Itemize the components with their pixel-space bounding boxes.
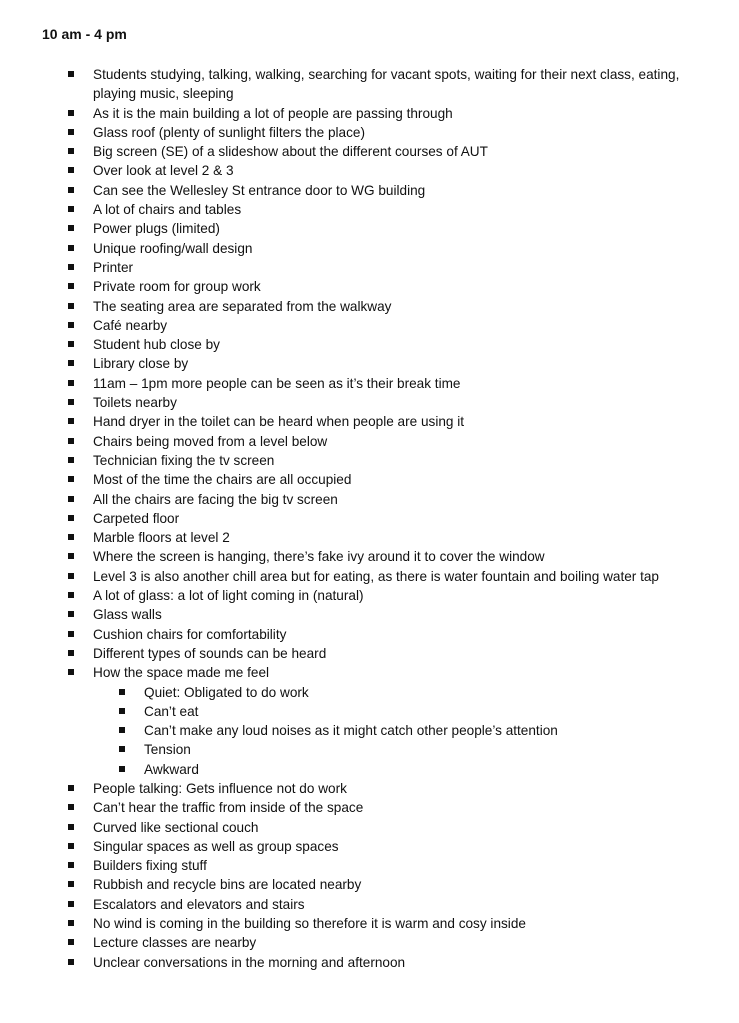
feelings-sublist xyxy=(93,683,690,779)
list-item: Library close by xyxy=(0,354,690,373)
feelings-label: How the space made me feel xyxy=(93,665,270,681)
list-item: Big screen (SE) of a slideshow about the different courses of AUT xyxy=(0,142,690,161)
list-item: A lot of glass: a lot of light coming in (natural) xyxy=(0,586,690,605)
list-item: Singular spaces as well as group spaces xyxy=(0,837,690,856)
list-item: 11am – 1pm more people can be seen as it’s their break time xyxy=(0,374,690,393)
list-item: Printer xyxy=(0,258,690,277)
list-item: Rubbish and recycle bins are located nearby xyxy=(0,875,690,894)
list-item: Curved like sectional couch xyxy=(0,818,690,837)
observation-list xyxy=(0,65,690,972)
sub-list-item: Tension xyxy=(93,740,690,759)
sub-list-item: Can’t eat xyxy=(93,702,690,721)
sub-list-item: Quiet: Obligated to do work xyxy=(93,683,690,702)
list-item: Builders fixing stuff xyxy=(0,856,690,875)
list-item: The seating area are separated from the walkway xyxy=(0,297,690,316)
list-item: Can see the Wellesley St entrance door to WG building xyxy=(0,181,690,200)
list-item: Level 3 is also another chill area but for eating, as there is water fountain and boiling water tap xyxy=(0,567,690,586)
list-item: All the chairs are facing the big tv screen xyxy=(0,490,690,509)
list-item: Can’t hear the traffic from inside of the space xyxy=(0,798,690,817)
list-item: Most of the time the chairs are all occupied xyxy=(0,470,690,489)
list-item: Café nearby xyxy=(0,316,690,335)
list-item: Toilets nearby xyxy=(0,393,690,412)
list-item: Glass walls xyxy=(0,605,690,624)
list-item: Unclear conversations in the morning and afternoon xyxy=(0,953,690,972)
list-item: Lecture classes are nearby xyxy=(0,933,690,952)
sub-list-item: Can’t make any loud noises as it might catch other people’s attention xyxy=(93,721,690,740)
list-item: Carpeted floor xyxy=(0,509,690,528)
list-item: Hand dryer in the toilet can be heard when people are using it xyxy=(0,412,690,431)
list-item: Marble floors at level 2 xyxy=(0,528,690,547)
list-item: People talking: Gets influence not do work xyxy=(0,779,690,798)
sub-list-item: Awkward xyxy=(93,760,690,779)
list-item: Technician fixing the tv screen xyxy=(0,451,690,470)
list-item: Different types of sounds can be heard xyxy=(0,644,690,663)
list-item: Students studying, talking, walking, searching for vacant spots, waiting for their next class, eating, playing music, sleeping xyxy=(0,65,690,104)
list-item: Chairs being moved from a level below xyxy=(0,432,690,451)
list-item: Escalators and elevators and stairs xyxy=(0,895,690,914)
list-item: As it is the main building a lot of people are passing through xyxy=(0,104,690,123)
list-item: No wind is coming in the building so therefore it is warm and cosy inside xyxy=(0,914,690,933)
list-item: Where the screen is hanging, there’s fake ivy around it to cover the window xyxy=(0,547,690,566)
list-item: Glass roof (plenty of sunlight filters the place) xyxy=(0,123,690,142)
list-item: Unique roofing/wall design xyxy=(0,239,690,258)
list-item-feelings xyxy=(0,663,690,779)
list-item: Private room for group work xyxy=(0,277,690,296)
list-item: Student hub close by xyxy=(0,335,690,354)
list-item: Power plugs (limited) xyxy=(0,219,690,238)
time-range-heading: 10 am - 4 pm xyxy=(42,26,127,42)
list-item: Cushion chairs for comfortability xyxy=(0,625,690,644)
list-item: A lot of chairs and tables xyxy=(0,200,690,219)
list-item: Over look at level 2 & 3 xyxy=(0,161,690,180)
